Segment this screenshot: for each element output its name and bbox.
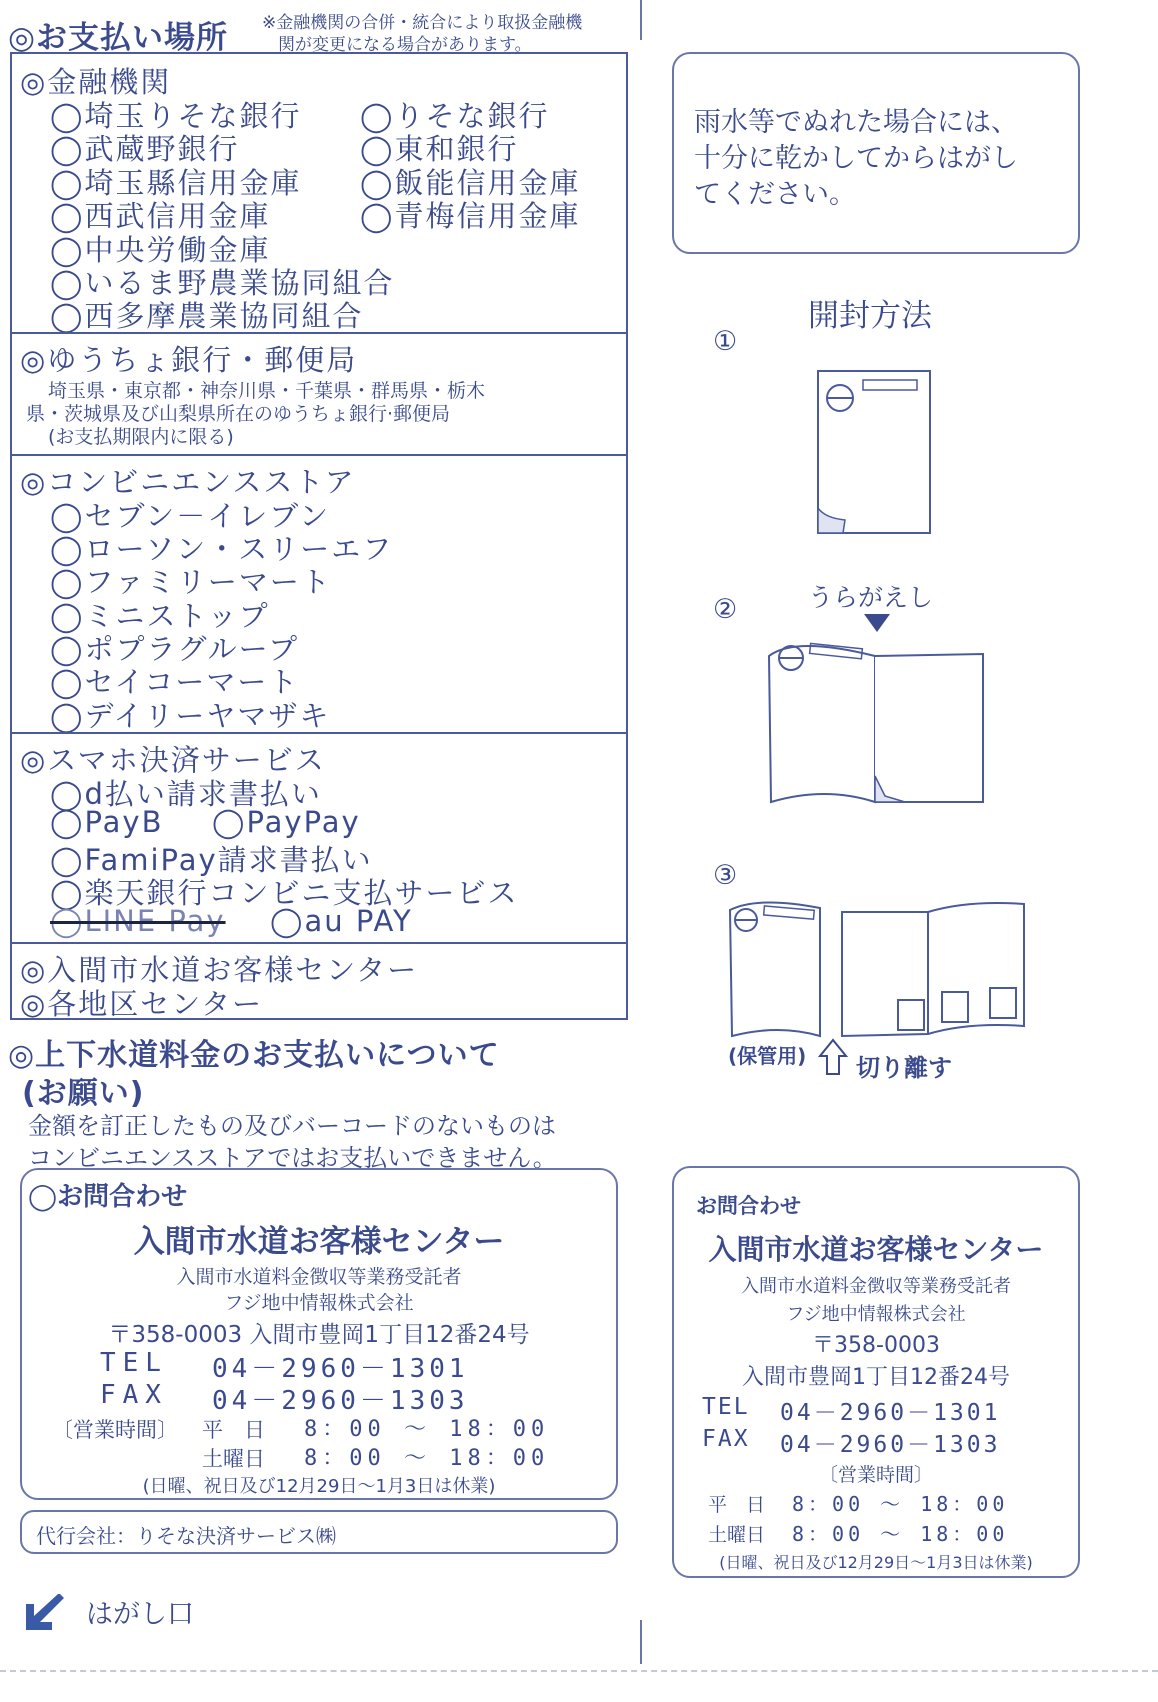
smartphone-heading: ◎スマホ決済サービス — [20, 743, 326, 777]
merger-note-line2: 関が変更になる場合があります。 — [278, 35, 532, 55]
divider — [12, 332, 626, 334]
fax-number: 04－2960－1303 — [780, 1432, 1001, 1458]
smart-item: ◯PayPay — [212, 805, 361, 839]
postal-line3: (お支払期限内に限る) — [48, 426, 234, 448]
weekday-hours: 8：00 ～ 18：00 — [304, 1417, 550, 1442]
smart-item: ◯FamiPay請求書払い — [50, 843, 373, 877]
hours-label: 〔営業時間〕 — [818, 1464, 933, 1486]
store-item: ◯ローソン・スリーエフ — [50, 532, 394, 566]
up-arrow-icon — [818, 1038, 848, 1078]
notice-line2: 十分に乾かしてからはがし — [694, 143, 1018, 174]
cut-guide-top — [640, 0, 642, 40]
smart-item: ◯楽天銀行コンビニ支払サービス — [50, 876, 519, 910]
bank-item: ◯埼玉縣信用金庫 — [50, 166, 302, 200]
step1-number: ① — [713, 326, 738, 357]
fax-number: 04－2960－1303 — [212, 1386, 469, 1416]
contact-box-left — [20, 1168, 618, 1500]
postal-heading: ◎ゆうちょ銀行・郵便局 — [20, 343, 358, 377]
bank-item: ◯青梅信用金庫 — [360, 199, 581, 233]
tel-label: TEL — [100, 1348, 168, 1378]
bank-item: ◯西武信用金庫 — [50, 199, 271, 233]
divider — [12, 454, 626, 456]
center-name: 入間市水道お客様センター — [133, 1224, 505, 1260]
cut-label[interactable]: 切り離す — [856, 1054, 952, 1082]
postal-line2: 県・茨城県及び山梨県所在のゆうちょ銀行·郵便局 — [26, 403, 451, 425]
contact-label: ◯お問合わせ — [28, 1182, 188, 1212]
store-item: ◯デイリーヤマザキ — [50, 699, 331, 733]
step3-separate-icon — [728, 896, 1028, 1040]
fax-label: FAX — [100, 1380, 168, 1410]
weekday-label: 平 日 — [708, 1494, 766, 1516]
weekday-hours: 8：00 ～ 18：00 — [792, 1492, 1009, 1516]
agent-company: 代行会社：りそな決済サービス㈱ — [36, 1524, 336, 1548]
notice-box — [672, 52, 1080, 254]
closed-days: (日曜、祝日及び12月29日～1月3日は休業) — [142, 1476, 496, 1497]
address: 入間市豊岡1丁目12番24号 — [742, 1365, 1010, 1390]
company-name: フジ地中情報株式会社 — [224, 1292, 414, 1314]
tel-label: TEL — [702, 1394, 750, 1420]
divider — [12, 942, 626, 944]
payment-title: ◎上下水道料金のお支払いについて — [8, 1038, 500, 1073]
bank-item: ◯東和銀行 — [360, 132, 519, 166]
keep-label: (保管用) — [728, 1044, 807, 1068]
saturday-hours: 8：00 ～ 18：00 — [792, 1522, 1009, 1546]
smart-item: ◯d払い請求書払い — [50, 777, 322, 811]
convenience-heading: ◎コンビニエンスストア — [20, 465, 356, 499]
step1-postcard-icon — [815, 368, 935, 538]
bank-item: ◯西多摩農業協同組合 — [50, 299, 364, 333]
peel-label[interactable]: はがし口 — [86, 1599, 194, 1630]
down-triangle-icon — [862, 612, 892, 634]
saturday-label: 土曜日 — [202, 1447, 265, 1471]
payment-places-title: ◎お支払い場所 — [8, 20, 229, 56]
saturday-label: 土曜日 — [708, 1524, 766, 1546]
contractor-line: 入間市水道料金徴収等業務受託者 — [176, 1266, 462, 1288]
perforation-line — [0, 1670, 1158, 1672]
cut-guide-bottom — [640, 1620, 642, 1664]
bank-item: ◯りそな銀行 — [360, 99, 550, 133]
request-line2: コンビニエンスストアではお支払いできません。 — [28, 1144, 557, 1172]
peel-arrow-icon — [20, 1588, 66, 1634]
agent-box — [20, 1510, 618, 1554]
bank-item: ◯武蔵野銀行 — [50, 132, 240, 166]
opening-method-title: 開封方法 — [808, 298, 932, 334]
bank-item: ◯中央労働金庫 — [50, 233, 271, 267]
smart-item-struck: ◯LINE Pay — [50, 904, 226, 938]
center-item: ◎各地区センター — [20, 987, 264, 1021]
tel-number: 04－2960－1301 — [780, 1400, 1001, 1426]
store-item: ◯セイコーマート — [50, 665, 300, 699]
postal-line1: 埼玉県・東京都・神奈川県・千葉県・群馬県・栃木 — [48, 380, 486, 402]
contact-label: お問合わせ — [696, 1194, 801, 1218]
step2-unfold-icon — [765, 636, 985, 806]
hours-label: 〔営業時間〕 — [52, 1418, 178, 1442]
smart-item: ◯au PAY — [270, 904, 413, 938]
flip-over-label: うらがえし — [808, 583, 934, 612]
company-name: フジ地中情報株式会社 — [786, 1304, 966, 1325]
step2-number: ② — [713, 594, 738, 625]
merger-note-line1: ※金融機関の合併・統合により取扱金融機 — [262, 13, 583, 33]
weekday-label: 平 日 — [202, 1418, 265, 1442]
bank-item: ◯埼玉りそな銀行 — [50, 99, 302, 133]
bank-item: ◯いるま野農業協同組合 — [50, 266, 395, 300]
address: 〒358-0003 入間市豊岡1丁目12番24号 — [108, 1322, 530, 1348]
closed-days: (日曜、祝日及び12月29日～1月3日は休業) — [719, 1553, 1033, 1572]
request-line1: 金額を訂正したもの及びバーコードのないものは — [28, 1112, 556, 1140]
saturday-hours: 8：00 ～ 18：00 — [304, 1446, 550, 1471]
bank-item: ◯飯能信用金庫 — [360, 166, 581, 200]
contractor-line: 入間市水道料金徴収等業務受託者 — [741, 1276, 1011, 1297]
smart-item: ◯PayB — [50, 805, 164, 839]
fax-label: FAX — [702, 1426, 750, 1452]
store-item: ◯ファミリーマート — [50, 565, 332, 599]
request-title: (お願い) — [22, 1076, 145, 1111]
notice-line3: てください。 — [694, 179, 856, 210]
store-item: ◯ミニストップ — [50, 599, 270, 633]
postal-code: 〒358-0003 — [812, 1333, 940, 1358]
notice-line1: 雨水等でぬれた場合には、 — [694, 107, 1018, 138]
divider — [12, 732, 626, 734]
center-item: ◎入間市水道お客様センター — [20, 953, 419, 987]
center-name: 入間市水道お客様センター — [708, 1233, 1044, 1266]
contact-box-right — [672, 1166, 1080, 1578]
step3-number: ③ — [713, 860, 738, 891]
payment-places-box — [10, 52, 628, 1020]
tel-number: 04－2960－1301 — [212, 1354, 469, 1384]
store-item: ◯セブン－イレブン — [50, 499, 331, 533]
banks-heading: ◎金融機関 — [20, 65, 172, 99]
store-item: ◯ポプラグループ — [50, 632, 300, 666]
